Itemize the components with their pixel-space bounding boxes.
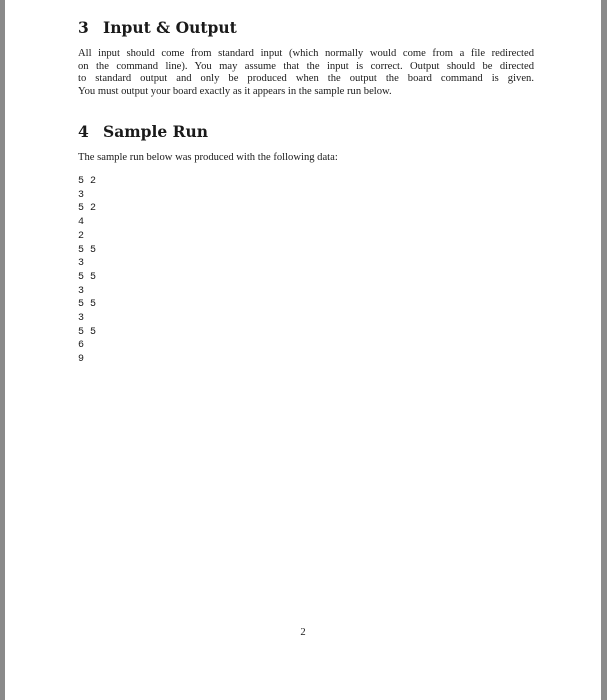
paragraph-line: to standard output and only be produced when the output the board command is given.: [78, 73, 534, 85]
section-4-heading: [78, 122, 208, 141]
section-3-heading: [78, 18, 237, 37]
data-line: 4: [78, 217, 85, 229]
data-line: 6: [78, 340, 85, 352]
section-3-number: 3: [78, 18, 89, 37]
section-3-title: Input & Output: [103, 18, 237, 37]
data-line: 5 5: [78, 326, 97, 338]
data-line: 5 5: [78, 271, 97, 283]
data-line: 5 5: [78, 244, 97, 256]
data-line: 5 2: [78, 203, 97, 215]
data-line: 3: [78, 285, 85, 297]
paragraph-line: You must output your board exactly as it appears in the sample run below.: [78, 86, 392, 98]
section-4-intro: [78, 152, 534, 165]
sample-data-block: [78, 175, 96, 367]
section-3-paragraph: [78, 48, 534, 99]
data-line: 5 2: [78, 176, 97, 187]
data-line: 3: [78, 258, 85, 270]
paragraph-line: The sample run below was produced with the following data:: [78, 152, 338, 163]
data-line: 3: [78, 189, 85, 201]
paragraph-line: All input should come from standard input (which normally would come from a file redirected: [78, 48, 534, 59]
data-line: 9: [78, 354, 85, 366]
data-line: 2: [78, 230, 85, 242]
document-page: [5, 0, 601, 700]
data-line: 3: [78, 313, 85, 325]
section-4-number: 4: [78, 122, 89, 141]
page-number: 2: [300, 627, 306, 638]
data-line: 5 5: [78, 299, 97, 311]
section-4-title: Sample Run: [103, 122, 209, 141]
paragraph-line: on the command line). You may assume that the input is correct. Output should be directed: [78, 60, 534, 72]
